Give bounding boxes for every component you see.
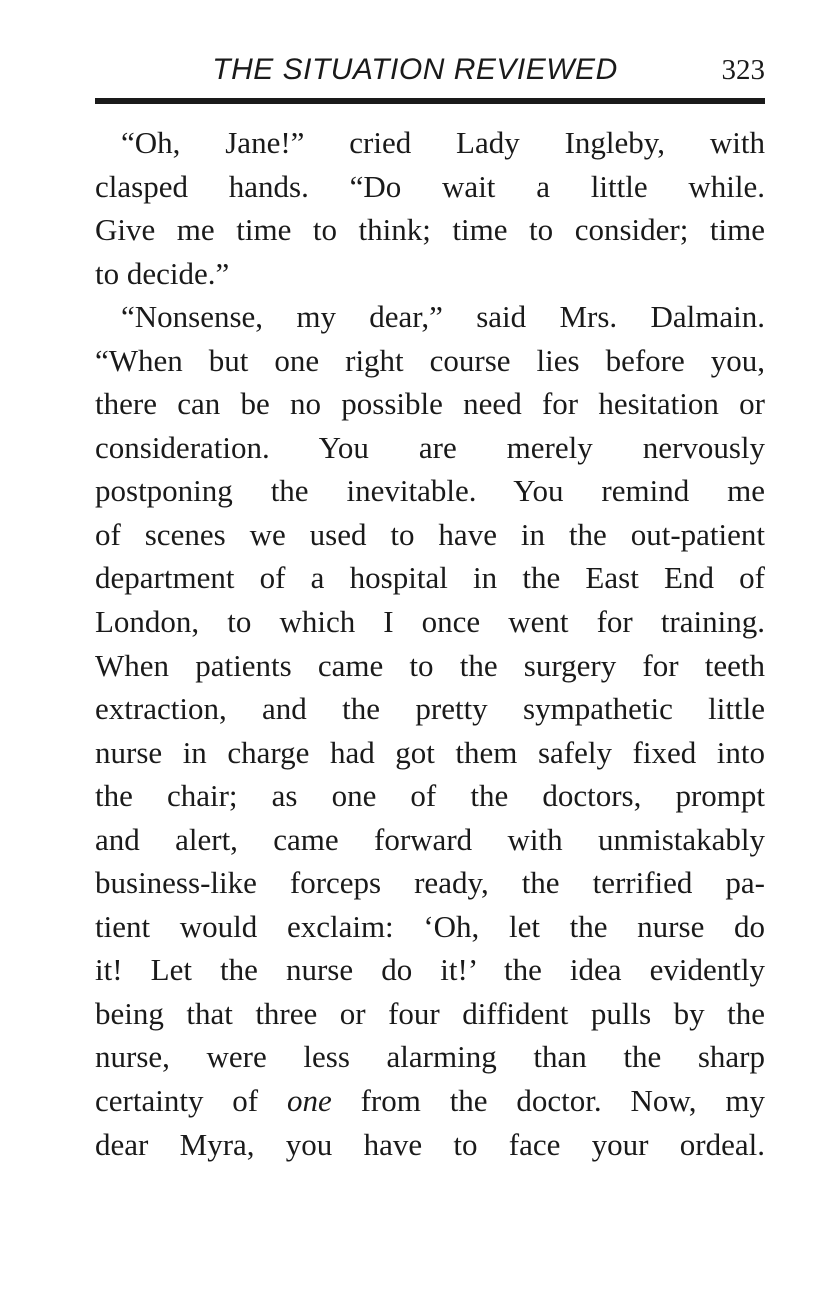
text-line: nurse, were less alarming than the sharp [95, 1039, 765, 1075]
text-line: of scenes we used to have in the out-patient [95, 516, 765, 552]
text-line-with-emphasis [95, 1079, 765, 1123]
text-line: there can be no possible need for hesitation or [95, 386, 765, 422]
text-line: postponing the inevitable. You remind me [95, 473, 765, 509]
text-line: London, to which I once went for training. [95, 604, 765, 640]
text-line: department of a hospital in the East End of [95, 560, 765, 596]
text-line: and alert, came forward with unmistakably [95, 821, 765, 857]
text-line: consideration. You are merely nervously [95, 429, 765, 465]
text-line: When patients came to the surgery for teeth [95, 647, 765, 683]
text-line: tient would exclaim: ‘Oh, let the nurse do [95, 908, 765, 944]
running-head-title: THE SITUATION REVIEWED [212, 53, 618, 86]
text-line: “Oh, Jane!” cried Lady Ingleby, with [121, 125, 765, 160]
text-line: clasped hands. “Do wait a little while. [95, 168, 765, 204]
header-rule [95, 98, 765, 104]
text-line: the chair; as one of the doctors, prompt [95, 778, 765, 814]
emphasized-word: one [286, 1083, 332, 1119]
running-head [95, 52, 765, 96]
page-number: 323 [721, 54, 765, 86]
text-line: it! Let the nurse do it!’ the idea evidently [95, 952, 765, 988]
text-line: “Nonsense, my dear,” said Mrs. Dalmain. [121, 299, 765, 335]
text-line: being that three or four diffident pulls by the [95, 995, 765, 1031]
body-text [95, 121, 765, 1166]
text-line: dear Myra, you have to face your ordeal. [95, 1126, 765, 1162]
text-line: Give me time to think; time to consider; time [95, 212, 765, 248]
text-line: business-like forceps ready, the terrified pa- [95, 865, 765, 901]
text-line: extraction, and the pretty sympathetic little [95, 691, 765, 727]
text-line: nurse in charge had got them safely fixed into [95, 734, 765, 770]
text-line: to decide.” [95, 255, 230, 291]
text-run: from the doctor. Now, my [331, 1083, 765, 1119]
text-run: certainty of [95, 1083, 287, 1119]
text-line: “When but one right course lies before you, [95, 342, 765, 378]
